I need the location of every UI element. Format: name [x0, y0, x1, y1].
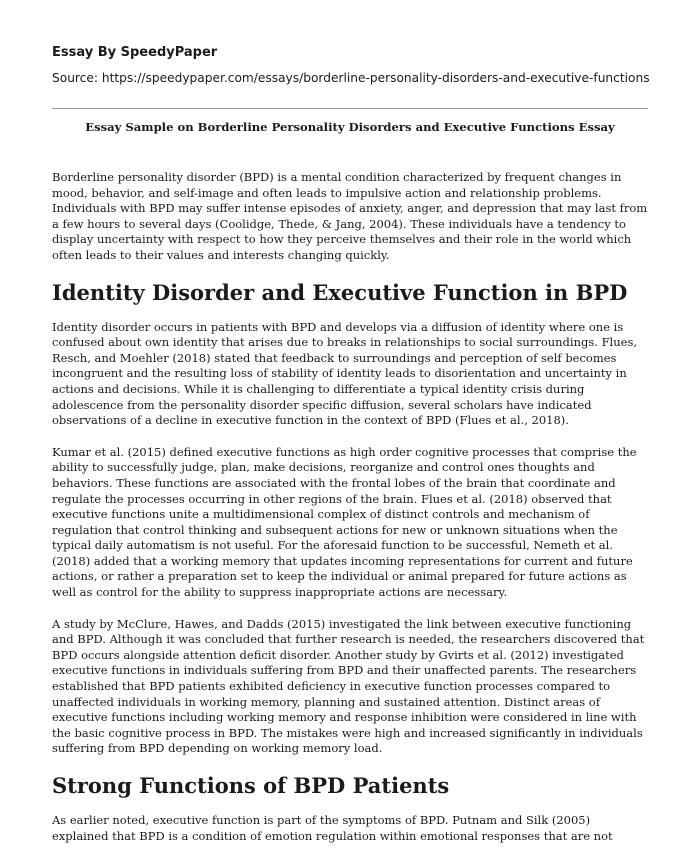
section-heading-identity: Identity Disorder and Executive Function in BPD — [52, 279, 628, 305]
section-heading-strong-functions: Strong Functions of BPD Patients — [52, 773, 450, 798]
body-paragraph: Identity disorder occurs in patients with BPD and develops via a diffusion of identity where one is confused about own identity that arises due to breaks in relationships to social surroundings. Flues, Resch, and Moehler (2018) stated that feedback to surroundings and perception of self becomes incongruent and the resulting loss of stability of identity leads to disorientation and uncertainty in actions and decisions. While it is challenging to differentiate a typical identity crisis during adolescence from the personality disorder specific diffusion, several scholars have indicated observations of a decline in executive function in the context of BPD (Flues et al., 2018). — [52, 319, 638, 428]
essay-body — [52, 170, 648, 860]
body-paragraph: As earlier noted, executive function is part of the symptoms of BPD. Putnam and Silk (2005) explained that BPD is a condition of emotion regulation within emotional responses that are not — [52, 813, 613, 843]
header-divider — [52, 108, 648, 109]
body-paragraph: A study by McClure, Hawes, and Dadds (2015) investigated the link between executive functioning and BPD. Although it was concluded that further research is needed, the researchers discovered that BPD occurs alongside attention deficit disorder. Another study by Gvirts et al. (2012) investigated executive functions in individuals suffering from BPD and their unaffected parents. The researchers established that BPD patients exhibited deficiency in executive function processes compared to unaffected individuals in working memory, planning and sustained attention. Distinct areas of executive functions including working memory and response inhibition were considered in line with the basic cognitive process in BPD. The mistakes were high and increased significantly in individuals suffering from BPD depending on working memory load. — [52, 616, 645, 756]
intro-paragraph: Borderline personality disorder (BPD) is a mental condition characterized by frequent changes in mood, behavior, and self-image and often leads to impulsive action and relationship problems. Individuals with BPD may suffer intense episodes of anxiety, anger, and depression that may last from a few hours to several days (Coolidge, Thede, & Jang, 2004). These individuals have a tendency to display uncertainty with respect to how they perceive themselves and their role in the world which often leads to their values and interests changing quickly. — [52, 170, 648, 262]
essay-title: Essay Sample on Borderline Personality Disorders and Executive Functions Essay — [85, 120, 615, 134]
site-brand: Essay By SpeedyPaper — [52, 45, 218, 60]
body-paragraph: Kumar et al. (2015) defined executive functions as high order cognitive processes that comprise the ability to successfully judge, plan, make decisions, reorganize and control ones thoughts and behaviors. These functions are associated with the frontal lobes of the brain that coordinate and regulate the processes occurring in other regions of the brain. Flues et al. (2018) observed that executive functions unite a multidimensional complex of distinct controls and mechanism of regulation that control thinking and subsequent actions for new or unknown situations when the typical daily automatism is not useful. For the aforesaid function to be successful, Nemeth et al. (2018) added that a working memory that updates incoming representations for current and future actions, or rather a preparation set to keep the individual or animal prepared for future actions as well as control for the ability to suppress inappropriate actions are necessary. — [52, 444, 637, 600]
source-line: Source: https://speedypaper.com/essays/borderline-personality-disorders-and-executive-functions — [52, 71, 650, 85]
